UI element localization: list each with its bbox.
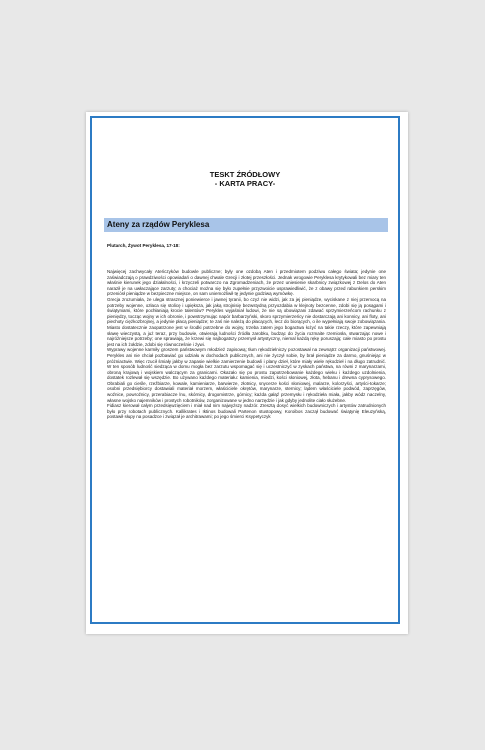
section-heading: Ateny za rządów Peryklesa <box>104 218 388 232</box>
source-citation: Plutarch, Żywot Peryklesa, 17-18: <box>107 243 180 248</box>
paragraph: Wyprawy wojenne karmiły groszem państwowym młodzież zapisową; tłum rękodzielniczy pozostawał na zewnątrz organizacji państwowej. Perykles ani nie chciał pozbawiać go udziału w dochodach publicznych, ani nie życzył sobie, by brał pieniądze za darmo, gnuśniejąc w próżniactwie. Więc rzucił śmiały jakby w zapasie wielkie zamierzenie budowli i plany dzieł, które miały wiele rękodzieł i na długo zatrudnić. W ten sposób ludność siedząca w domu mogła bez zarzutu wspomagać się i uczestniczyć w zyskach państwa, na równi z marynarzami, obroną krajową i wojskiem walczącym za granicami. Okazało się po prostu zapotrzebowanie każdego wieku i każdego uzdolnienia, dostatek rozlewał się wszędzie. Bo używano każdego materiału: kamienia, miedzi, kości słoniowej, złota, hebanu i drewna cyprysowego. Obrabiali go cieśle, rzeźbiarze, kowale, kamieniarze, barwierze, złotnicy, snycerze kości słoniowej, malarze, kolorzyści, artyści-tokarze; osobni przedsiębiorcy dostawiali materiał morzem, właściciele okrętów, marynarze, sternicy; lądem właściciele podwód, zaprzęgów, woźnice, powroźnicy, przerabiacze lnu, skórnicy, drogomistrze, górnicy; każda gałąź przemysłu i rękodzieła miała, jakby wódz naczelny, własne wojsko najemników i prostych robotników, zorganizowane w jedno narzędzie i jak gdyby jednolite ciało służebne. <box>107 347 386 403</box>
title-line-1: TESKT ŹRÓDŁOWY <box>209 170 281 179</box>
body-text <box>107 269 386 599</box>
paragraph: Grecja zrozumiała, że ulega strasznej poniewierce i jawnej tyranii, bo czyż nie widzi, jak za jej pieniądze, wyciskane z niej przemocą na potrzeby wojenne, ozłaca się stolicę i upiększa, jak jaką strojnisię bezwstydną przyozdabia w klejnoty bezcenne, zdobi się ją posągami i świątyniami, które pochłaniają krocie talentów? Perykles wyjaśniał ludowi, że nie są obowiązani zdawać sprzymierzeńcom rachunku z pieniędzy, tocząc wojny w ich obronie, i powstrzymując napór barbarzyński, skoro sprzymierzeńcy nie dostarczają ani konnicy, ani floty, ani piechoty ciężkozbrojnej, a jedynie płacą pieniądze; te zaś nie należą do płacących, lecz do biorących, o ile wypełniają swoje zobowiązania. Miasto dostatecznie zaopatrzone jest w środki potrzebne do wojny, trzeba zatem jego bogactwa łożyć na takie rzeczy, które zapewniają sławę wieczystą, a już teraz, przy budowie, otwierają ludności źródła zarobku, budząc do życia rozmaite rzemiosła, stwarzając nowe i najróżniejsze potrzeby; one sprawiają, że krzewi się najbogatszy przemysł artystyczny, niemal każdą rękę poruszają; całe miasto po prostu jest na ich żołdzie, zdobi się równocześnie i żywi. <box>107 296 386 347</box>
page-border-frame <box>90 116 400 624</box>
title-line-2: - KARTA PRACY- <box>214 179 276 188</box>
paragraph: Najwięcej zachwycały Ateńczyków budowle publiczne; były one ozdobą Aten i przedmiotem podziwu całego świata; jedynie one zaświadczają o prawdziwości opowiadań o dawnej chwale Grecji i złotej przeszłości. Jednak wrogowie Peryklesa krytykowali bez miary ten właśnie kierunek jego działalności, i krzyczeli potwarczo na Zgromadzeniach, że przez uniesienie skarbnicy związkowej z Delos do Aten naraził je na uwłaczające zarzuty; a chociaż można się było zupełnie przyzwoicie usprawiedliwić, że z obawy przed rabunkiem perskim przeniósł pieniądze w bezpieczne miejsce, on sam uniemożliwił tę jedynie godziwą wymówkę. <box>107 269 386 297</box>
paragraph: Fidiasz kierował całym przedsięwzięciem i miał nad nim najwyższy nadzór. Zresztą dosyć wielkich budowniczych i artystów zatrudnionych było przy robotach publicznych. Kallikrates i Iktinos budowali Partenon stustopowy, Koroibos zaczął budować świątynię Eleuzyńską, postawił słupy na posadzce i związał je architrawami; po jego śmierci Ksypetyczyk <box>107 403 386 420</box>
document-title <box>92 170 398 188</box>
document-page <box>86 112 408 634</box>
